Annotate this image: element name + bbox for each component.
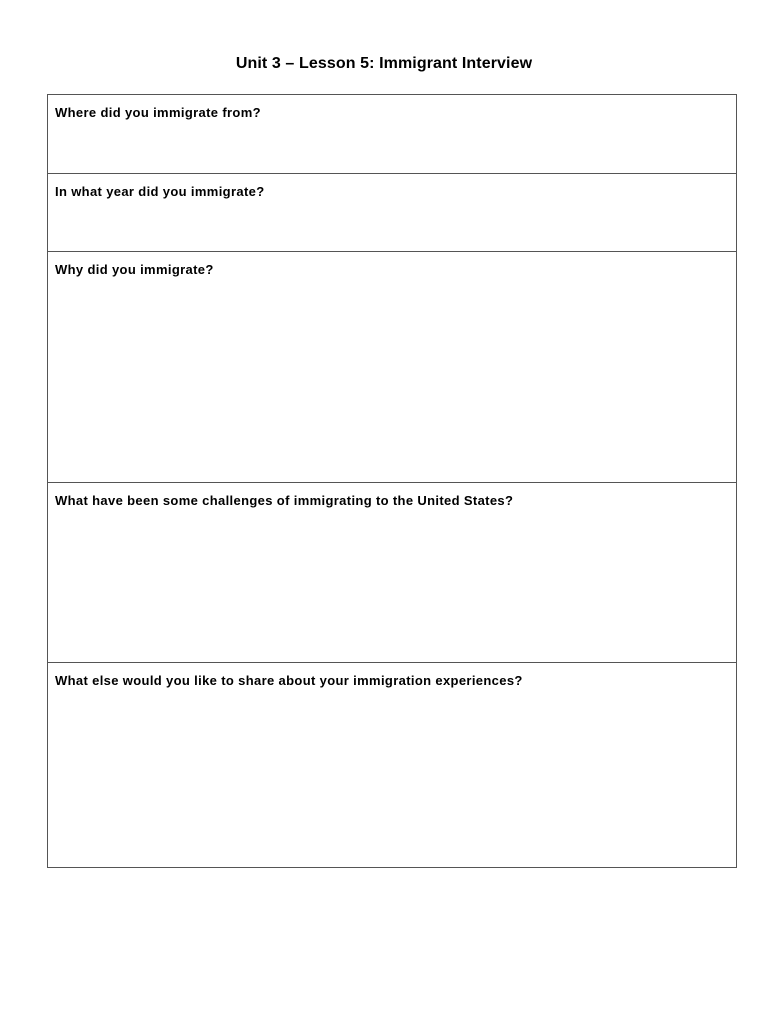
question-row-reason[interactable] xyxy=(48,251,736,482)
page-title: Unit 3 – Lesson 5: Immigrant Interview xyxy=(235,55,533,72)
question-label: In what year did you immigrate? xyxy=(55,184,265,199)
question-label: Where did you immigrate from? xyxy=(55,105,261,120)
question-row-challenges[interactable] xyxy=(48,482,736,662)
question-row-origin[interactable] xyxy=(48,95,736,173)
question-row-year[interactable] xyxy=(48,173,736,251)
question-label: What have been some challenges of immigrating to the United States? xyxy=(55,493,514,508)
question-row-other[interactable] xyxy=(48,662,736,867)
question-label: What else would you like to share about your immigration experiences? xyxy=(55,673,523,688)
interview-question-table xyxy=(47,94,737,868)
question-label: Why did you immigrate? xyxy=(55,262,214,277)
